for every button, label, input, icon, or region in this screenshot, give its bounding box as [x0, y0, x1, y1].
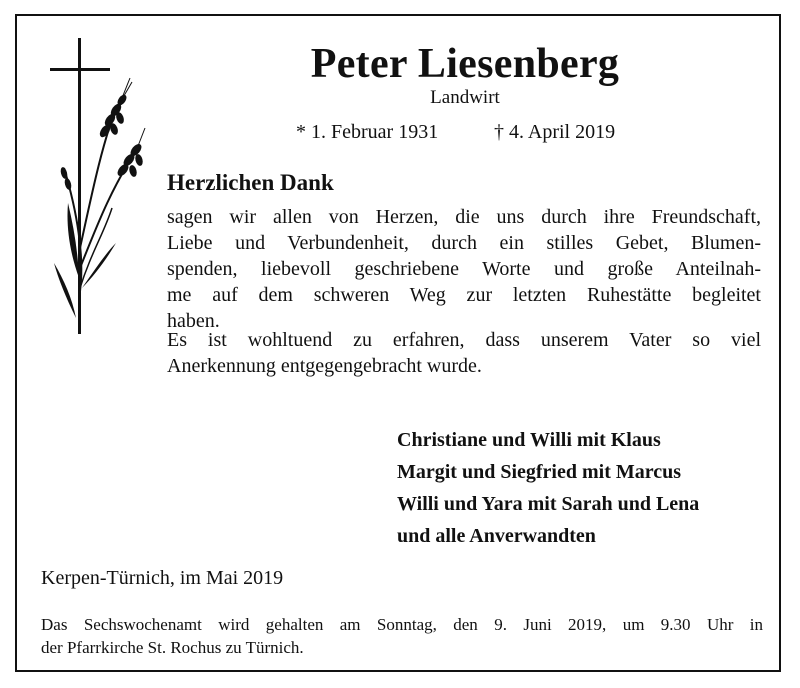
- signatures-block: [397, 424, 699, 552]
- thanks-paragraph: [167, 204, 761, 334]
- paragraph-line: Anerkennung entgegengebracht wurde.: [167, 355, 482, 377]
- signature-line: Christiane und Willi mit Klaus: [397, 429, 661, 451]
- paragraph-line: spenden, liebevoll geschriebene Worte und große Anteilnah-: [167, 258, 761, 280]
- mass-notice: [41, 613, 763, 659]
- signature-line: Margit und Siegfried mit Marcus: [397, 461, 682, 483]
- deceased-profession: Landwirt: [430, 87, 500, 108]
- thanks-heading: Herzlichen Dank: [167, 170, 334, 195]
- notice-line: Das Sechswochenamt wird gehalten am Sonntag, den 9. Juni 2019, um 9.30 Uhr in: [41, 615, 763, 634]
- appreciation-paragraph: [167, 327, 761, 379]
- death-date: † 4. April 2019: [494, 121, 616, 143]
- place-date: Kerpen-Türnich, im Mai 2019: [41, 567, 284, 589]
- paragraph-line: haben.: [167, 310, 220, 332]
- signature-line: und alle Anverwandten: [397, 525, 596, 547]
- paragraph-line: Es ist wohltuend zu erfahren, dass unserem Vater so viel: [167, 329, 761, 351]
- signature-line: Willi und Yara mit Sarah und Lena: [397, 493, 700, 515]
- notice-line: der Pfarrkirche St. Rochus zu Türnich.: [41, 638, 304, 657]
- birth-date: * 1. Februar 1931: [296, 121, 439, 143]
- cross-with-wheat-icon: [46, 38, 146, 338]
- paragraph-line: Liebe und Verbundenheit, durch ein stilles Gebet, Blumen-: [167, 232, 761, 254]
- paragraph-line: me auf dem schweren Weg zur letzten Ruhestätte begleitet: [167, 284, 761, 306]
- paragraph-line: sagen wir allen von Herzen, die uns durch ihre Freundschaft,: [167, 206, 761, 228]
- deceased-name: Peter Liesenberg: [310, 41, 620, 87]
